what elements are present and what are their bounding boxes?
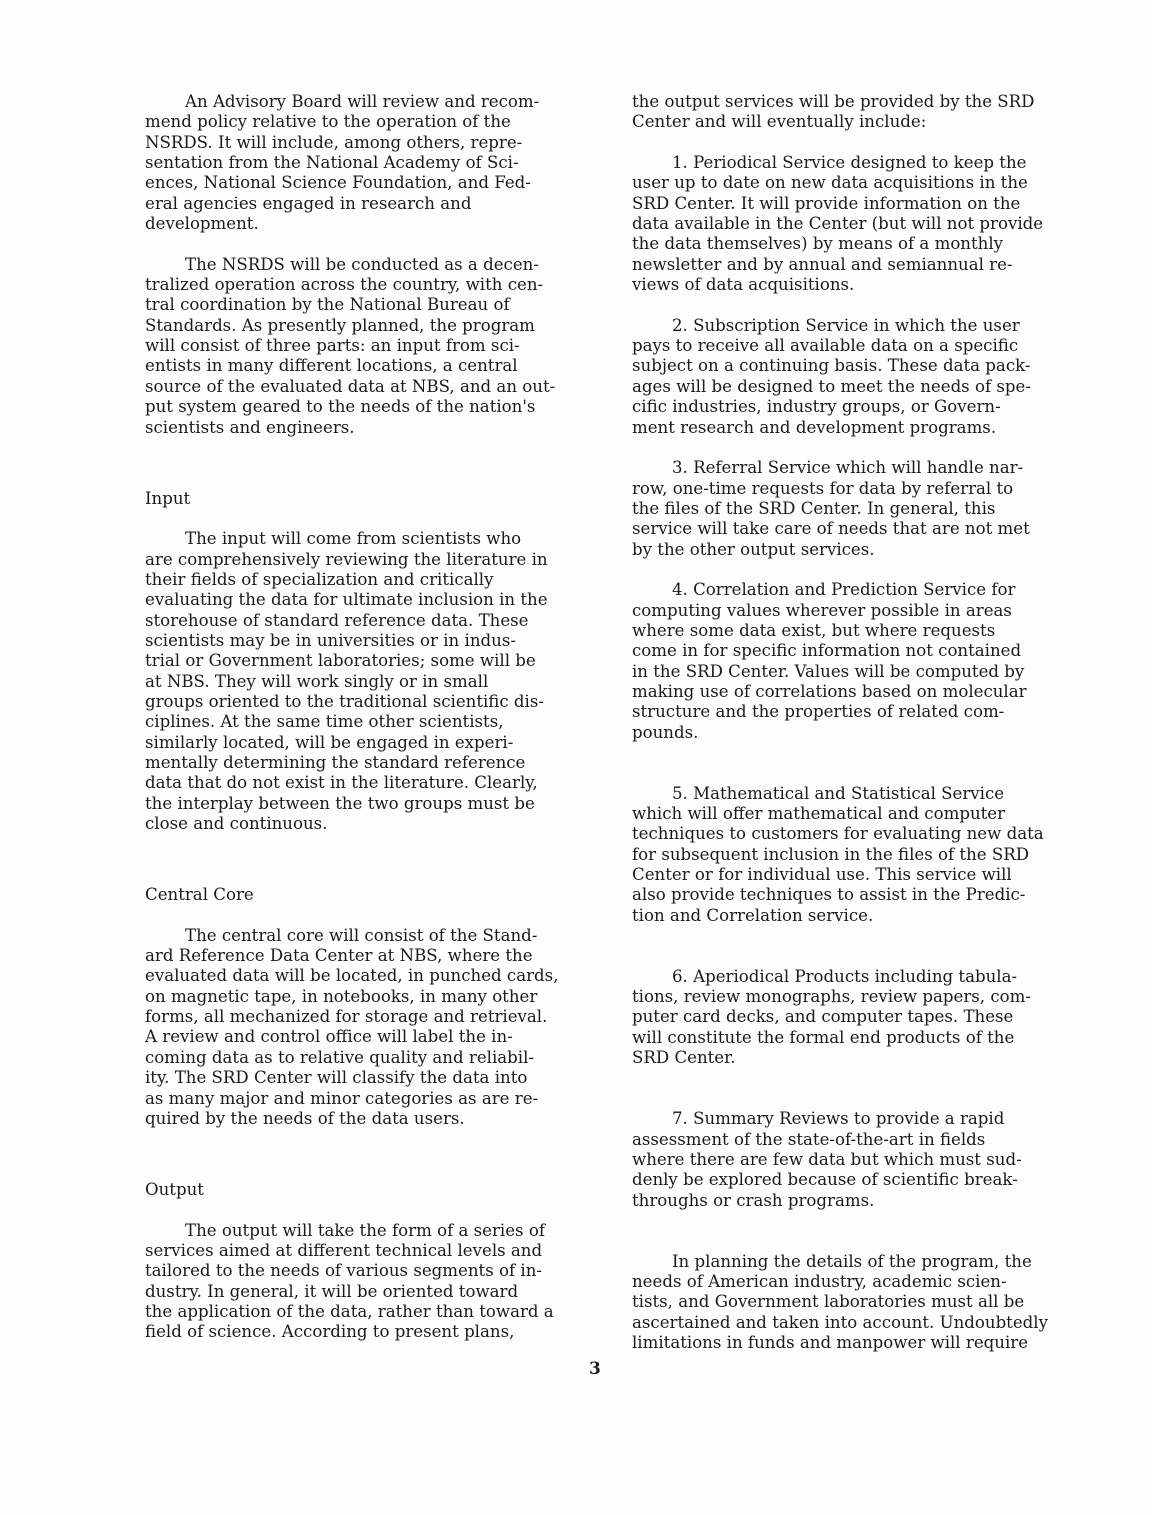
paragraph-gap bbox=[145, 509, 595, 529]
heading-input: Input bbox=[145, 488, 191, 508]
paragraph-input bbox=[145, 529, 595, 834]
text-line: sentation from the National Academy of Sci- bbox=[145, 153, 519, 173]
paragraph-gap bbox=[632, 1069, 1074, 1110]
text-line: will constitute the formal end products of the bbox=[632, 1027, 1015, 1047]
text-line: subject on a continuing basis. These data pack- bbox=[632, 356, 1031, 376]
paragraph-gap bbox=[145, 834, 595, 875]
text-line: The output will take the form of a series of bbox=[185, 1220, 545, 1240]
text-line: ascertained and taken into account. Undoubtedly bbox=[632, 1312, 1048, 1332]
text-line: tions, review monographs, review papers, com- bbox=[632, 987, 1031, 1007]
text-line: by the other output services. bbox=[632, 539, 875, 559]
paragraph-gap bbox=[632, 133, 1074, 153]
text-line: development. bbox=[145, 214, 259, 234]
text-line: tion and Correlation service. bbox=[632, 905, 874, 925]
text-line: techniques to customers for evaluating new data bbox=[632, 824, 1044, 844]
text-line: A review and control office will label the in- bbox=[145, 1027, 513, 1047]
text-line: denly be explored because of scientific break- bbox=[632, 1170, 1018, 1190]
text-line: entists in many different locations, a central bbox=[145, 356, 518, 376]
text-line: similarly located, will be engaged in experi- bbox=[145, 732, 514, 752]
text-line: will consist of three parts: an input from sci- bbox=[145, 336, 520, 356]
list-item-summary-reviews bbox=[632, 1109, 1074, 1211]
text-line: ences, National Science Foundation, and Fed- bbox=[145, 173, 531, 193]
text-line: row, one-time requests for data by referral to bbox=[632, 478, 1014, 498]
text-line: at NBS. They will work singly or in small bbox=[145, 671, 489, 691]
text-line: services aimed at different technical levels and bbox=[145, 1240, 543, 1260]
text-line: are comprehensively reviewing the literature in bbox=[145, 549, 548, 569]
text-line: structure and the properties of related com- bbox=[632, 702, 1005, 722]
text-line: quired by the needs of the data users. bbox=[145, 1108, 465, 1128]
paragraph-gap bbox=[632, 926, 1074, 967]
text-line: ages will be designed to meet the needs of spe- bbox=[632, 376, 1031, 396]
text-line: cific industries, industry groups, or Govern- bbox=[632, 397, 1001, 417]
text-line: The central core will consist of the Stand- bbox=[185, 925, 538, 945]
text-line: groups oriented to the traditional scientific dis- bbox=[145, 691, 544, 711]
paragraph-gap bbox=[145, 438, 595, 479]
text-line: dustry. In general, it will be oriented toward bbox=[145, 1281, 519, 1301]
heading-output: Output bbox=[145, 1179, 204, 1199]
text-line: tralized operation across the country, with cen- bbox=[145, 275, 544, 295]
list-item-correlation-service bbox=[632, 580, 1074, 743]
list-item-subscription-service bbox=[632, 316, 1074, 438]
text-line: NSRDS. It will include, among others, repre- bbox=[145, 132, 523, 152]
paragraph-planning bbox=[632, 1252, 1074, 1354]
text-line: Center and will eventually include: bbox=[632, 112, 927, 132]
text-line: views of data acquisitions. bbox=[632, 275, 855, 295]
text-line: pounds. bbox=[632, 722, 699, 742]
text-line: trial or Government laboratories; some will be bbox=[145, 651, 536, 671]
list-item-periodical-service bbox=[632, 153, 1074, 295]
text-line: SRD Center. It will provide information on the bbox=[632, 193, 1021, 213]
text-line: 4. Correlation and Prediction Service for bbox=[672, 580, 1016, 600]
text-line: the data themselves) by means of a monthly bbox=[632, 234, 1004, 254]
text-line: 2. Subscription Service in which the user bbox=[672, 315, 1020, 335]
paragraph-gap bbox=[145, 875, 595, 885]
paragraph-nsrds-operation bbox=[145, 255, 595, 438]
text-line: SRD Center. bbox=[632, 1048, 736, 1068]
text-line: 7. Summary Reviews to provide a rapid bbox=[672, 1109, 1005, 1129]
text-line: coming data as to relative quality and reliabil- bbox=[145, 1047, 534, 1067]
text-line: tists, and Government laboratories must all be bbox=[632, 1292, 1025, 1312]
text-line: data available in the Center (but will not provide bbox=[632, 214, 1044, 234]
text-line: ciplines. At the same time other scientists, bbox=[145, 712, 504, 732]
text-line: The input will come from scientists who bbox=[185, 529, 522, 549]
text-line: ment research and development programs. bbox=[632, 417, 997, 437]
text-line: In planning the details of the program, the bbox=[672, 1251, 1032, 1271]
paragraph-gap bbox=[145, 234, 595, 254]
text-line: the application of the data, rather than toward a bbox=[145, 1301, 554, 1321]
text-line: come in for specific information not contained bbox=[632, 641, 1022, 661]
paragraph-gap bbox=[632, 295, 1074, 315]
paragraph-gap bbox=[145, 905, 595, 925]
right-column bbox=[632, 92, 1074, 1353]
text-line: mentally determining the standard reference bbox=[145, 753, 526, 772]
list-item-aperiodical-products bbox=[632, 967, 1074, 1069]
paragraph-gap bbox=[632, 438, 1074, 458]
paragraph-gap bbox=[145, 479, 595, 489]
paragraph-central-core bbox=[145, 926, 595, 1129]
text-line: data that do not exist in the literature. Clearly, bbox=[145, 773, 538, 793]
text-line: assessment of the state-of-the-art in fields bbox=[632, 1129, 986, 1149]
text-line: service will take care of needs that are not met bbox=[632, 519, 1030, 539]
paragraph-gap bbox=[632, 743, 1074, 784]
text-line: An Advisory Board will review and recom- bbox=[185, 92, 540, 111]
text-line: Center or for individual use. This service will bbox=[632, 865, 1012, 885]
paragraph-gap bbox=[145, 1170, 595, 1180]
text-line: computing values wherever possible in areas bbox=[632, 600, 1012, 620]
text-line: the files of the SRD Center. In general, this bbox=[632, 498, 996, 518]
text-line: also provide techniques to assist in the Predic- bbox=[632, 885, 1026, 905]
text-line: The NSRDS will be conducted as a decen- bbox=[185, 254, 539, 274]
text-line: limitations in funds and manpower will require bbox=[632, 1332, 1029, 1352]
paragraph-output-continued bbox=[632, 92, 1074, 133]
text-line: 1. Periodical Service designed to keep the bbox=[672, 153, 1027, 173]
text-line: which will offer mathematical and computer bbox=[632, 804, 1006, 824]
paragraph-output bbox=[145, 1221, 595, 1343]
text-line: the interplay between the two groups must be bbox=[145, 793, 535, 813]
list-item-mathematical-service bbox=[632, 784, 1074, 926]
left-column bbox=[145, 92, 595, 1343]
paragraph-gap bbox=[145, 1129, 595, 1170]
text-line: ard Reference Data Center at NBS, where the bbox=[145, 946, 533, 966]
text-line: in the SRD Center. Values will be computed by bbox=[632, 661, 1025, 681]
text-line: Standards. As presently planned, the program bbox=[145, 315, 535, 335]
text-line: making use of correlations based on molecular bbox=[632, 681, 1027, 701]
paragraph-gap bbox=[632, 1211, 1074, 1252]
text-line: mend policy relative to the operation of the bbox=[145, 112, 511, 132]
text-line: put system geared to the needs of the nation's bbox=[145, 397, 536, 417]
text-line: where some data exist, but where requests bbox=[632, 620, 996, 640]
paragraph-advisory-board bbox=[145, 92, 595, 234]
list-item-referral-service bbox=[632, 458, 1074, 560]
text-line: for subsequent inclusion in the files of the SRD bbox=[632, 844, 1030, 864]
text-line: the output services will be provided by the SRD bbox=[632, 92, 1035, 111]
text-line: as many major and minor categories as are re- bbox=[145, 1088, 539, 1108]
text-line: 6. Aperiodical Products including tabula- bbox=[672, 966, 1018, 986]
text-line: ity. The SRD Center will classify the data into bbox=[145, 1068, 528, 1088]
text-line: forms, all mechanized for storage and retrieval. bbox=[145, 1007, 548, 1027]
text-line: scientists may be in universities or in indus- bbox=[145, 630, 516, 650]
text-line: where there are few data but which must sud- bbox=[632, 1149, 1022, 1169]
text-line: 5. Mathematical and Statistical Service bbox=[672, 783, 1005, 803]
text-line: their fields of specialization and critically bbox=[145, 569, 494, 589]
text-line: evaluated data will be located, in punched cards, bbox=[145, 966, 559, 986]
heading-central-core: Central Core bbox=[145, 885, 254, 905]
text-line: source of the evaluated data at NBS, and an out- bbox=[145, 376, 556, 396]
text-line: newsletter and by annual and semiannual re- bbox=[632, 254, 1013, 274]
text-line: pays to receive all available data on a specific bbox=[632, 336, 1019, 356]
text-line: close and continuous. bbox=[145, 814, 328, 834]
text-line: user up to date on new data acquisitions in the bbox=[632, 173, 1028, 193]
text-line: throughs or crash programs. bbox=[632, 1190, 875, 1210]
text-line: eral agencies engaged in research and bbox=[145, 193, 472, 213]
text-line: evaluating the data for ultimate inclusion in the bbox=[145, 590, 548, 610]
text-line: puter card decks, and computer tapes. These bbox=[632, 1007, 1014, 1027]
text-line: needs of American industry, academic scien- bbox=[632, 1271, 1007, 1291]
text-line: scientists and engineers. bbox=[145, 417, 355, 437]
text-line: field of science. According to present plans, bbox=[145, 1322, 515, 1342]
paragraph-gap bbox=[145, 1200, 595, 1220]
text-line: tailored to the needs of various segments of in- bbox=[145, 1261, 542, 1281]
paragraph-gap bbox=[632, 560, 1074, 580]
text-line: tral coordination by the National Bureau of bbox=[145, 295, 510, 315]
text-line: storehouse of standard reference data. These bbox=[145, 610, 529, 630]
text-line: on magnetic tape, in notebooks, in many other bbox=[145, 986, 538, 1006]
page-number: 3 bbox=[589, 1359, 601, 1379]
text-line: 3. Referral Service which will handle nar- bbox=[672, 458, 1024, 478]
